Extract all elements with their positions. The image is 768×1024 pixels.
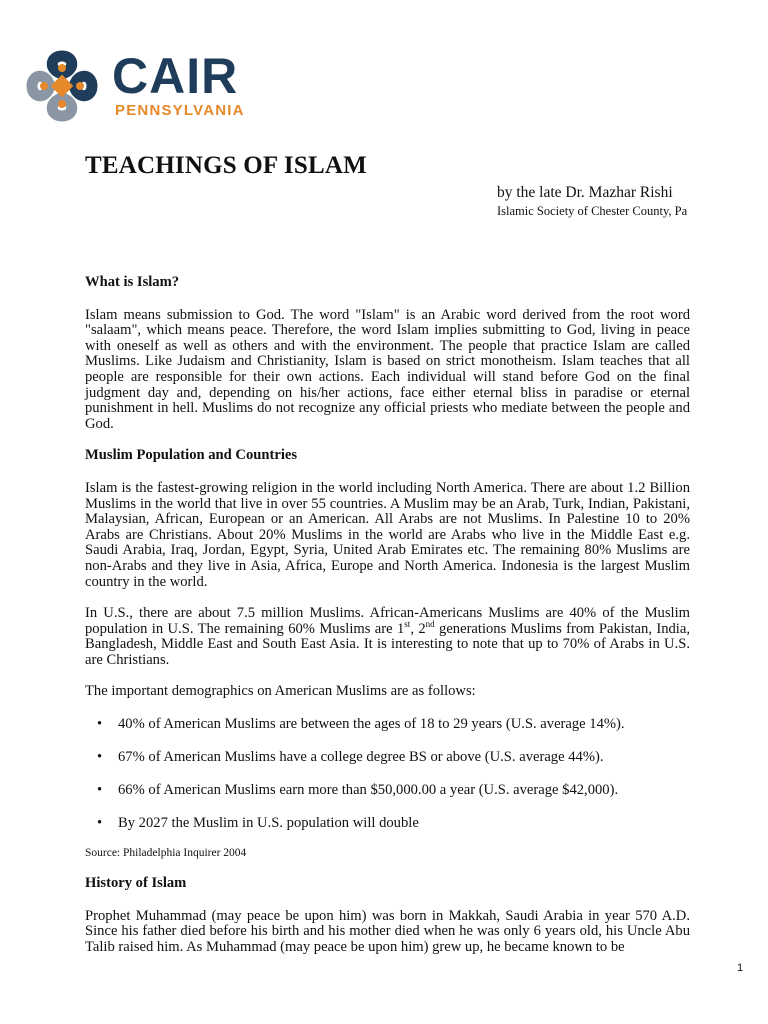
list-item: [85, 749, 690, 765]
author-byline: by the late Dr. Mazhar Rishi: [497, 184, 673, 201]
heading-what-is-islam: What is Islam?: [85, 274, 180, 290]
list-item-text: 66% of American Muslims earn more than $50,000.00 a year (U.S. average $42,000).: [118, 782, 619, 799]
list-item: [85, 782, 690, 798]
bullet-icon: •: [97, 749, 103, 766]
paragraph-demographics-intro: The important demographics on American Muslims are as follows:: [85, 683, 476, 700]
paragraph-history: Prophet Muhammad (may peace be upon him) was born in Makkah, Saudi Arabia in year 570 A.D. Since his father died before his birth and his mother died when he was only 6 years old, his Uncle Abu Talib raised him. As Muhammad (may peace be upon him) grew up, he became known to be: [85, 907, 690, 955]
paragraph-text: In U.S., there are about 7.5 million Muslims. African-Americans Muslims are 40% of the Muslim population in U.S. The remaining 60% Muslims are 1: [85, 605, 690, 637]
cair-emblem-icon: [24, 48, 100, 124]
logo-subtitle: PENNSYLVANIA: [115, 102, 245, 119]
bullet-icon: •: [97, 716, 103, 733]
logo-wordmark: CAIR: [112, 48, 239, 104]
list-item: [85, 716, 690, 732]
list-item: [85, 815, 690, 831]
list-item-text: 40% of American Muslims are between the ages of 18 to 29 years (U.S. average 14%).: [118, 716, 625, 733]
superscript: st: [404, 618, 411, 629]
cair-logo: [24, 48, 274, 126]
page-number: 1: [737, 962, 744, 974]
list-item-text: 67% of American Muslims have a college degree BS or above (U.S. average 44%).: [118, 749, 604, 766]
author-organization: Islamic Society of Chester County, Pa: [497, 204, 688, 218]
document-body: [85, 275, 690, 971]
paragraph-text: , 2: [410, 620, 426, 637]
heading-population: Muslim Population and Countries: [85, 447, 298, 464]
paragraph-population-us: [85, 606, 690, 668]
list-item-text: By 2027 the Muslim in U.S. population will double: [118, 815, 419, 832]
heading-history: History of Islam: [85, 875, 187, 892]
paragraph-what-is-islam: Islam means submission to God. The word "Islam" is an Arabic word derived from the root word "salaam", which means peace. Therefore, the word Islam implies submitting to God, living in peace with oneself as well as others and with the environment. The people that practice Islam are called Muslims. Like Judaism and Christianity, Islam is based on strict monotheism. Islam teaches that all people are responsible for their own actions. Each individual will stand before God on the final judgment day and, depending on his/her actions, face either eternal bliss in paradise or eternal punishment in hell. Muslims do not recognize any official priests who mediate between the people and God.: [85, 306, 690, 432]
source-citation: Source: Philadelphia Inquirer 2004: [85, 847, 247, 860]
paragraph-text: generations Muslims from Pakistan, India, Bangladesh, Middle East and South East Asia. It is interesting to note that up to 70% of Arabs in U.S. are Christians.: [85, 620, 690, 668]
superscript: nd: [425, 618, 435, 629]
document-title: TEACHINGS OF ISLAM: [85, 152, 367, 179]
bullet-icon: •: [97, 782, 103, 799]
bullet-icon: •: [97, 815, 103, 832]
demographics-list: [85, 716, 690, 831]
paragraph-population-world: Islam is the fastest-growing religion in the world including North America. There are about 1.2 Billion Muslims in the world that live in over 55 countries. A Muslim may be an Arab, Turk, Indian, Pakistani, Malaysian, African, European or an American. All Arabs are not Muslims. In Palestine 10 to 20% Arabs are Christians. About 20% Muslims in the world are Arabs who live in the Middle East e.g. Saudi Arabia, Iraq, Jordan, Egypt, Syria, United Arab Emirates etc. The remaining 80% Muslims are non-Arabs and they live in Asia, Africa, Europe and North America. Indonesia is the largest Muslim country in the world.: [85, 479, 690, 590]
